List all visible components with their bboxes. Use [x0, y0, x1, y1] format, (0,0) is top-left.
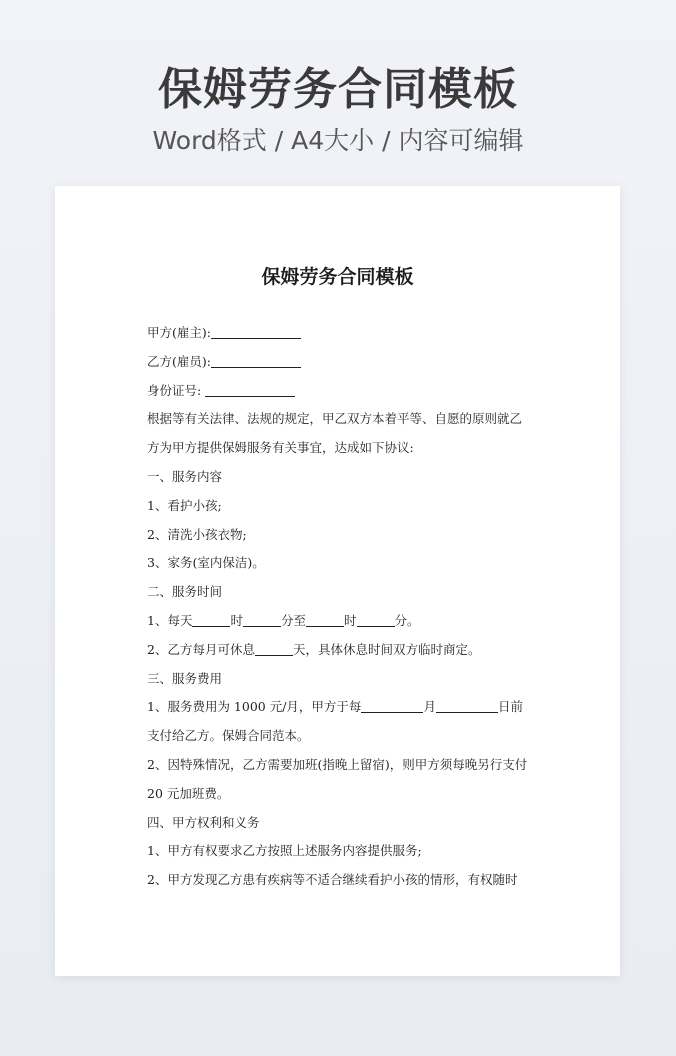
section-3-item-1-cont: 支付给乙方。保姆合同范本。	[147, 728, 310, 744]
text-fragment: 分。	[394, 612, 420, 628]
section-2-item-1	[147, 607, 537, 636]
start-hour-blank[interactable]	[192, 612, 230, 627]
pay-month-blank[interactable]	[361, 698, 423, 713]
id-number-line	[147, 377, 537, 406]
intro-line-1: 根据等有关法律、法规的规定，甲乙双方本着平等、自愿的原则就乙	[147, 411, 523, 427]
text-fragment: 时	[230, 612, 243, 628]
document-body	[147, 319, 537, 895]
section-4-heading: 四、甲方权利和义务	[147, 814, 260, 830]
section-4-item-2: 2、甲方发现乙方患有疾病等不适合继续看护小孩的情形，有权随时	[147, 872, 518, 888]
end-minute-blank[interactable]	[357, 612, 395, 627]
rest-days-blank[interactable]	[255, 641, 293, 656]
document-page	[55, 186, 620, 976]
party-a-label: 甲方(雇主):	[147, 325, 211, 340]
text-fragment: 时	[343, 612, 357, 628]
section-2-heading: 二、服务时间	[147, 584, 223, 600]
text-fragment: 日前	[497, 699, 523, 715]
text-fragment: 分至	[280, 612, 306, 628]
section-3-item-2-line-2: 20 元加班费。	[147, 785, 230, 801]
text-fragment: 天，具体休息时间双方临时商定。	[292, 641, 481, 657]
intro-line-2: 方为甲方提供保姆服务有关事宜，达成如下协议:	[147, 440, 414, 456]
section-1-item-3: 3、家务(室内保洁)。	[147, 555, 265, 571]
party-b-line	[147, 348, 537, 377]
header	[0, 60, 676, 158]
party-b-label: 乙方(雇员):	[147, 353, 211, 369]
section-1-heading: 一、服务内容	[147, 468, 223, 484]
id-number-label: 身份证号:	[147, 382, 206, 398]
party-b-blank[interactable]	[211, 353, 301, 368]
section-1-item-1: 1、看护小孩;	[147, 497, 222, 513]
text-fragment: 2、乙方每月可休息	[147, 641, 255, 657]
start-minute-blank[interactable]	[243, 612, 281, 627]
section-3-heading: 三、服务费用	[147, 670, 223, 686]
subtitle: Word格式 / A4大小 / 内容可编辑	[152, 126, 524, 155]
section-1-item-2: 2、清洗小孩衣物;	[147, 526, 247, 542]
section-4-item-1: 1、甲方有权要求乙方按照上述服务内容提供服务;	[147, 843, 422, 859]
text-fragment: 1、每天	[147, 612, 193, 628]
party-a-blank[interactable]	[211, 324, 301, 339]
document-title: 保姆劳务合同模板	[261, 266, 414, 288]
text-fragment: 月	[423, 699, 436, 715]
main-title: 保姆劳务合同模板	[158, 64, 518, 115]
section-3-item-2-line-1: 2、因特殊情况，乙方需要加班(指晚上留宿)，则甲方须每晚另行支付	[147, 756, 528, 772]
id-number-blank[interactable]	[205, 382, 295, 397]
party-a-line	[147, 319, 537, 348]
pay-day-blank[interactable]	[436, 698, 498, 713]
end-hour-blank[interactable]	[306, 612, 344, 627]
section-3-item-1	[147, 693, 537, 722]
text-fragment: 1、服务费用为 1000 元/月，甲方于每	[147, 699, 362, 715]
section-2-item-2	[147, 636, 537, 665]
